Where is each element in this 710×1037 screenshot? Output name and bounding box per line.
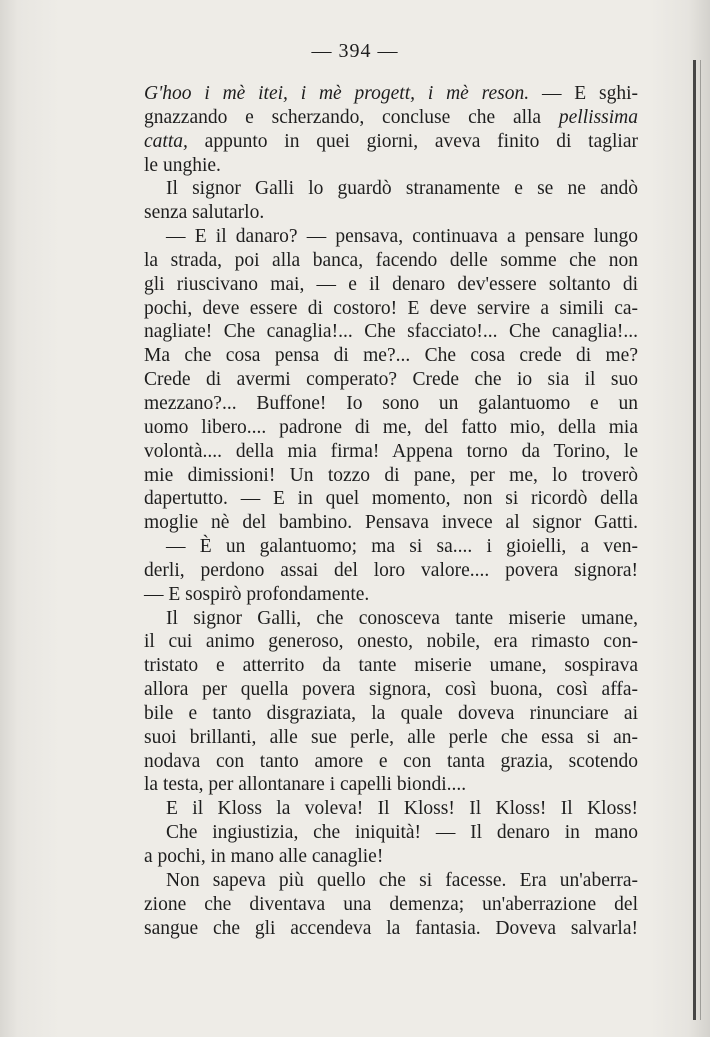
text-line xyxy=(144,511,638,535)
text-segment: allora per quella povera signora, così buona, così affa- xyxy=(144,679,638,701)
text-line xyxy=(144,464,638,488)
text-segment: Che ingiustizia, che iniquità! — Il denaro in mano xyxy=(166,822,638,844)
italic-text: pellissima xyxy=(558,106,638,128)
text-segment: zione che diventava una demenza; un'aberrazione del xyxy=(144,893,638,915)
text-line xyxy=(144,678,638,702)
text-line xyxy=(144,797,638,821)
text-segment: volontà.... della mia firma! Appena torno da Torino, le xyxy=(144,440,638,462)
text-segment: Il signor Galli, che conosceva tante miserie umane, xyxy=(166,607,638,629)
text-segment: Ma che cosa pensa di me?... Che cosa crede di me? xyxy=(144,345,638,367)
text-line xyxy=(144,344,638,368)
text-segment: senza salutarlo. xyxy=(144,202,265,224)
page-edge-shadow xyxy=(693,60,696,1020)
text-segment: appunto in quei giorni, aveva finito di tagliar xyxy=(187,130,638,152)
text-segment: uomo libero.... padrone di me, del fatto mio, della mia xyxy=(144,416,638,438)
text-line xyxy=(144,702,638,726)
page-edge-shadow-faint xyxy=(700,60,701,1020)
text-line xyxy=(144,82,638,106)
text-line xyxy=(144,487,638,511)
text-segment: suoi brillanti, alle sue perle, alle perle che essa si an- xyxy=(144,726,638,748)
text-segment: la strada, poi alla banca, facendo delle somme che non xyxy=(144,249,638,271)
text-line xyxy=(144,368,638,392)
text-line xyxy=(144,607,638,631)
text-line xyxy=(144,654,638,678)
text-segment: pochi, deve essere di costoro! E deve servire a simili ca- xyxy=(144,297,638,319)
text-line xyxy=(144,917,638,941)
text-line xyxy=(144,201,638,225)
text-segment: gli riuscivano mai, — e il denaro dev'essere soltanto di xyxy=(144,273,638,295)
text-segment: sangue che gli accendeva la fantasia. Doveva salvarla! xyxy=(144,917,638,939)
text-line xyxy=(144,154,638,178)
text-line xyxy=(144,535,638,559)
text-segment: — E sghi- xyxy=(529,83,639,104)
text-line xyxy=(144,726,638,750)
text-segment: Il signor Galli lo guardò stranamente e se ne andò xyxy=(166,178,638,200)
text-line xyxy=(144,821,638,845)
text-segment: nodava con tanto amore e con tanta grazia, scotendo xyxy=(144,750,638,772)
text-segment: — E sospirò profondamente. xyxy=(144,583,370,605)
text-segment: mie dimissioni! Un tozzo di pane, per me, lo troverò xyxy=(144,464,638,486)
text-segment: — E il danaro? — pensava, continuava a pensare lungo xyxy=(166,226,638,248)
text-line xyxy=(144,440,638,464)
text-segment: nagliate! Che canaglia!... Che sfacciato!... Che canaglia!... xyxy=(144,321,638,343)
text-line xyxy=(144,392,638,416)
italic-text: G'hoo i mè itei, i mè progett, i mè reson. xyxy=(144,83,530,104)
text-line xyxy=(144,893,638,917)
text-line xyxy=(144,869,638,893)
text-line xyxy=(144,630,638,654)
text-line xyxy=(144,297,638,321)
text-segment: — È un galantuomo; ma si sa.... i gioielli, a ven- xyxy=(166,536,638,558)
text-segment: la testa, per allontanare i capelli biondi.... xyxy=(144,774,467,796)
text-segment: mezzano?... Buffone! Io sono un galantuomo e un xyxy=(144,392,638,414)
page-number: — 394 — xyxy=(311,40,399,62)
text-line xyxy=(144,559,638,583)
text-line xyxy=(144,249,638,273)
text-line xyxy=(144,225,638,249)
text-line xyxy=(144,583,638,607)
text-segment: moglie nè del bambino. Pensava invece al signor Gatti. xyxy=(144,512,638,534)
text-line xyxy=(144,130,638,154)
text-segment: tristato e atterrito da tante miserie umane, sospirava xyxy=(144,655,638,677)
italic-text: catta, xyxy=(144,130,188,152)
text-segment: Crede di avermi comperato? Crede che io sia il suo xyxy=(144,369,638,391)
text-segment: dapertutto. — E in quel momento, non si ricordò della xyxy=(144,488,638,510)
text-line xyxy=(144,273,638,297)
text-segment: bile e tanto disgraziata, la quale doveva rinunciare ai xyxy=(144,702,638,724)
text-line xyxy=(144,106,638,130)
text-segment: il cui animo generoso, onesto, nobile, era rimasto con- xyxy=(144,631,638,653)
body-text xyxy=(144,82,638,940)
text-segment: le unghie. xyxy=(144,154,221,176)
text-line xyxy=(144,773,638,797)
text-line xyxy=(144,320,638,344)
text-line xyxy=(144,416,638,440)
text-line xyxy=(144,750,638,774)
text-segment: a pochi, in mano alle canaglie! xyxy=(144,846,384,867)
text-segment: derli, perdono assai del loro valore.... povera signora! xyxy=(144,559,638,581)
text-segment: gnazzando e scherzando, concluse che alla xyxy=(144,106,559,128)
text-segment: Non sapeva più quello che si facesse. Era un'aberra- xyxy=(166,869,638,891)
text-line xyxy=(144,845,638,869)
text-segment: E il Kloss la voleva! Il Kloss! Il Kloss! Il Kloss! xyxy=(166,798,638,820)
text-line xyxy=(144,177,638,201)
